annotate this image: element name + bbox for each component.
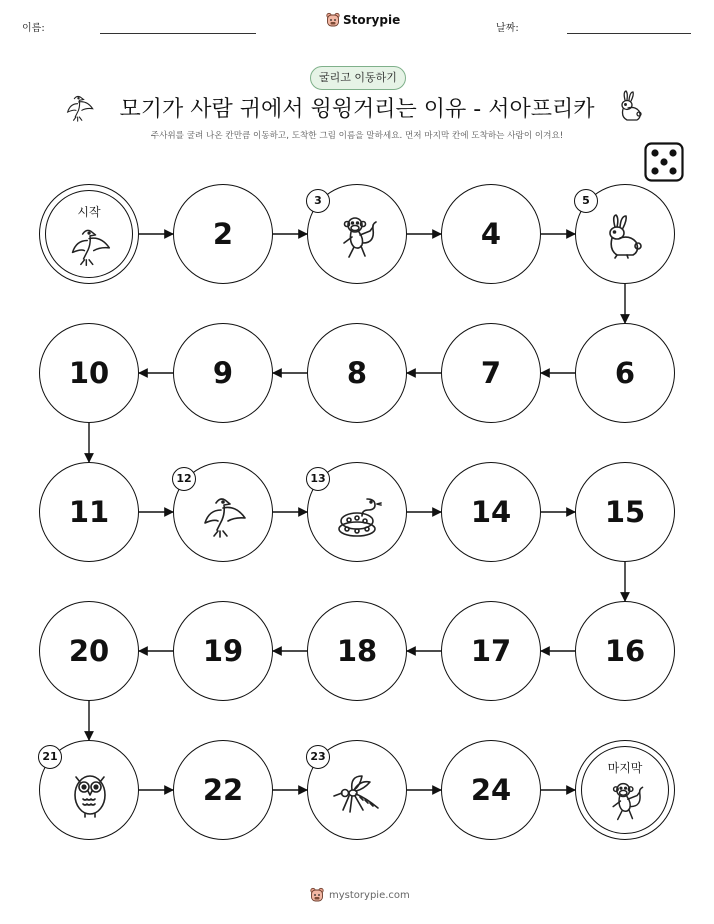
tile-number: 11 — [68, 495, 110, 529]
vulture-icon — [67, 223, 113, 269]
board-tile — [173, 601, 273, 701]
board-tile — [441, 323, 541, 423]
tile-number: 12 — [172, 467, 196, 491]
board-tile — [173, 740, 273, 840]
board-tile — [441, 740, 541, 840]
board-tile — [39, 323, 139, 423]
vulture-icon — [199, 491, 249, 541]
tile-number: 13 — [306, 467, 330, 491]
tile-number: 16 — [604, 634, 646, 668]
tile-number: 23 — [306, 745, 330, 769]
tile-number: 8 — [346, 356, 368, 390]
board-tile — [307, 462, 407, 562]
rabbit-icon — [601, 213, 651, 263]
tile-number: 24 — [470, 773, 512, 807]
owl-icon — [65, 769, 115, 819]
board-tile — [575, 184, 675, 284]
page-title: 모기가 사람 귀에서 윙윙거리는 이유 - 서아프리카 — [119, 97, 595, 122]
monkey-icon — [333, 213, 383, 263]
tile-number: 20 — [68, 634, 110, 668]
tile-number: 14 — [470, 495, 512, 529]
tile-number: 5 — [574, 189, 598, 213]
tile-number: 4 — [480, 217, 502, 251]
tile-number: 9 — [212, 356, 234, 390]
board-tile — [441, 601, 541, 701]
board-tile — [575, 462, 675, 562]
board-tile — [173, 184, 273, 284]
board-tile — [307, 740, 407, 840]
tile-number: 2 — [212, 217, 234, 251]
tile-label: 시작 — [77, 205, 101, 219]
tile-number: 19 — [202, 634, 244, 668]
activity-badge: 굴리고 이동하기 — [310, 66, 406, 90]
tile-number: 17 — [470, 634, 512, 668]
board-tile — [307, 601, 407, 701]
tile-number: 7 — [480, 356, 502, 390]
date-label: 날짜: — [496, 23, 519, 34]
storypie-logo-icon — [310, 887, 324, 903]
board-tile — [173, 323, 273, 423]
board-tile — [307, 323, 407, 423]
tile-number: 18 — [336, 634, 378, 668]
finish-tile — [575, 740, 675, 840]
board-tile — [39, 601, 139, 701]
name-label: 이름: — [22, 23, 45, 34]
brand-name: Storypie — [343, 13, 401, 27]
board-tile — [441, 184, 541, 284]
board-tile — [307, 184, 407, 284]
tile-number: 15 — [604, 495, 646, 529]
footer-url: mystorypie.com — [329, 889, 410, 901]
board-tile — [39, 462, 139, 562]
instructions: 주사위를 굴려 나온 칸만큼 이동하고, 도착한 그림 이름을 말하세요. 먼저 마지막 칸에 도착하는 사람이 이겨요! — [150, 131, 564, 141]
board-tile — [575, 601, 675, 701]
tile-number: 21 — [38, 745, 62, 769]
snake-icon — [333, 491, 383, 541]
board-tile — [173, 462, 273, 562]
board-tile — [39, 740, 139, 840]
monkey-icon — [603, 779, 649, 825]
tile-number: 10 — [68, 356, 110, 390]
tile-label: 마지막 — [607, 761, 643, 775]
mosquito-icon — [333, 769, 383, 819]
tile-number: 22 — [202, 773, 244, 807]
tile-number: 3 — [306, 189, 330, 213]
board-tile — [441, 462, 541, 562]
tile-number: 6 — [614, 356, 636, 390]
board-tile — [575, 323, 675, 423]
footer — [310, 887, 410, 903]
start-tile — [39, 184, 139, 284]
